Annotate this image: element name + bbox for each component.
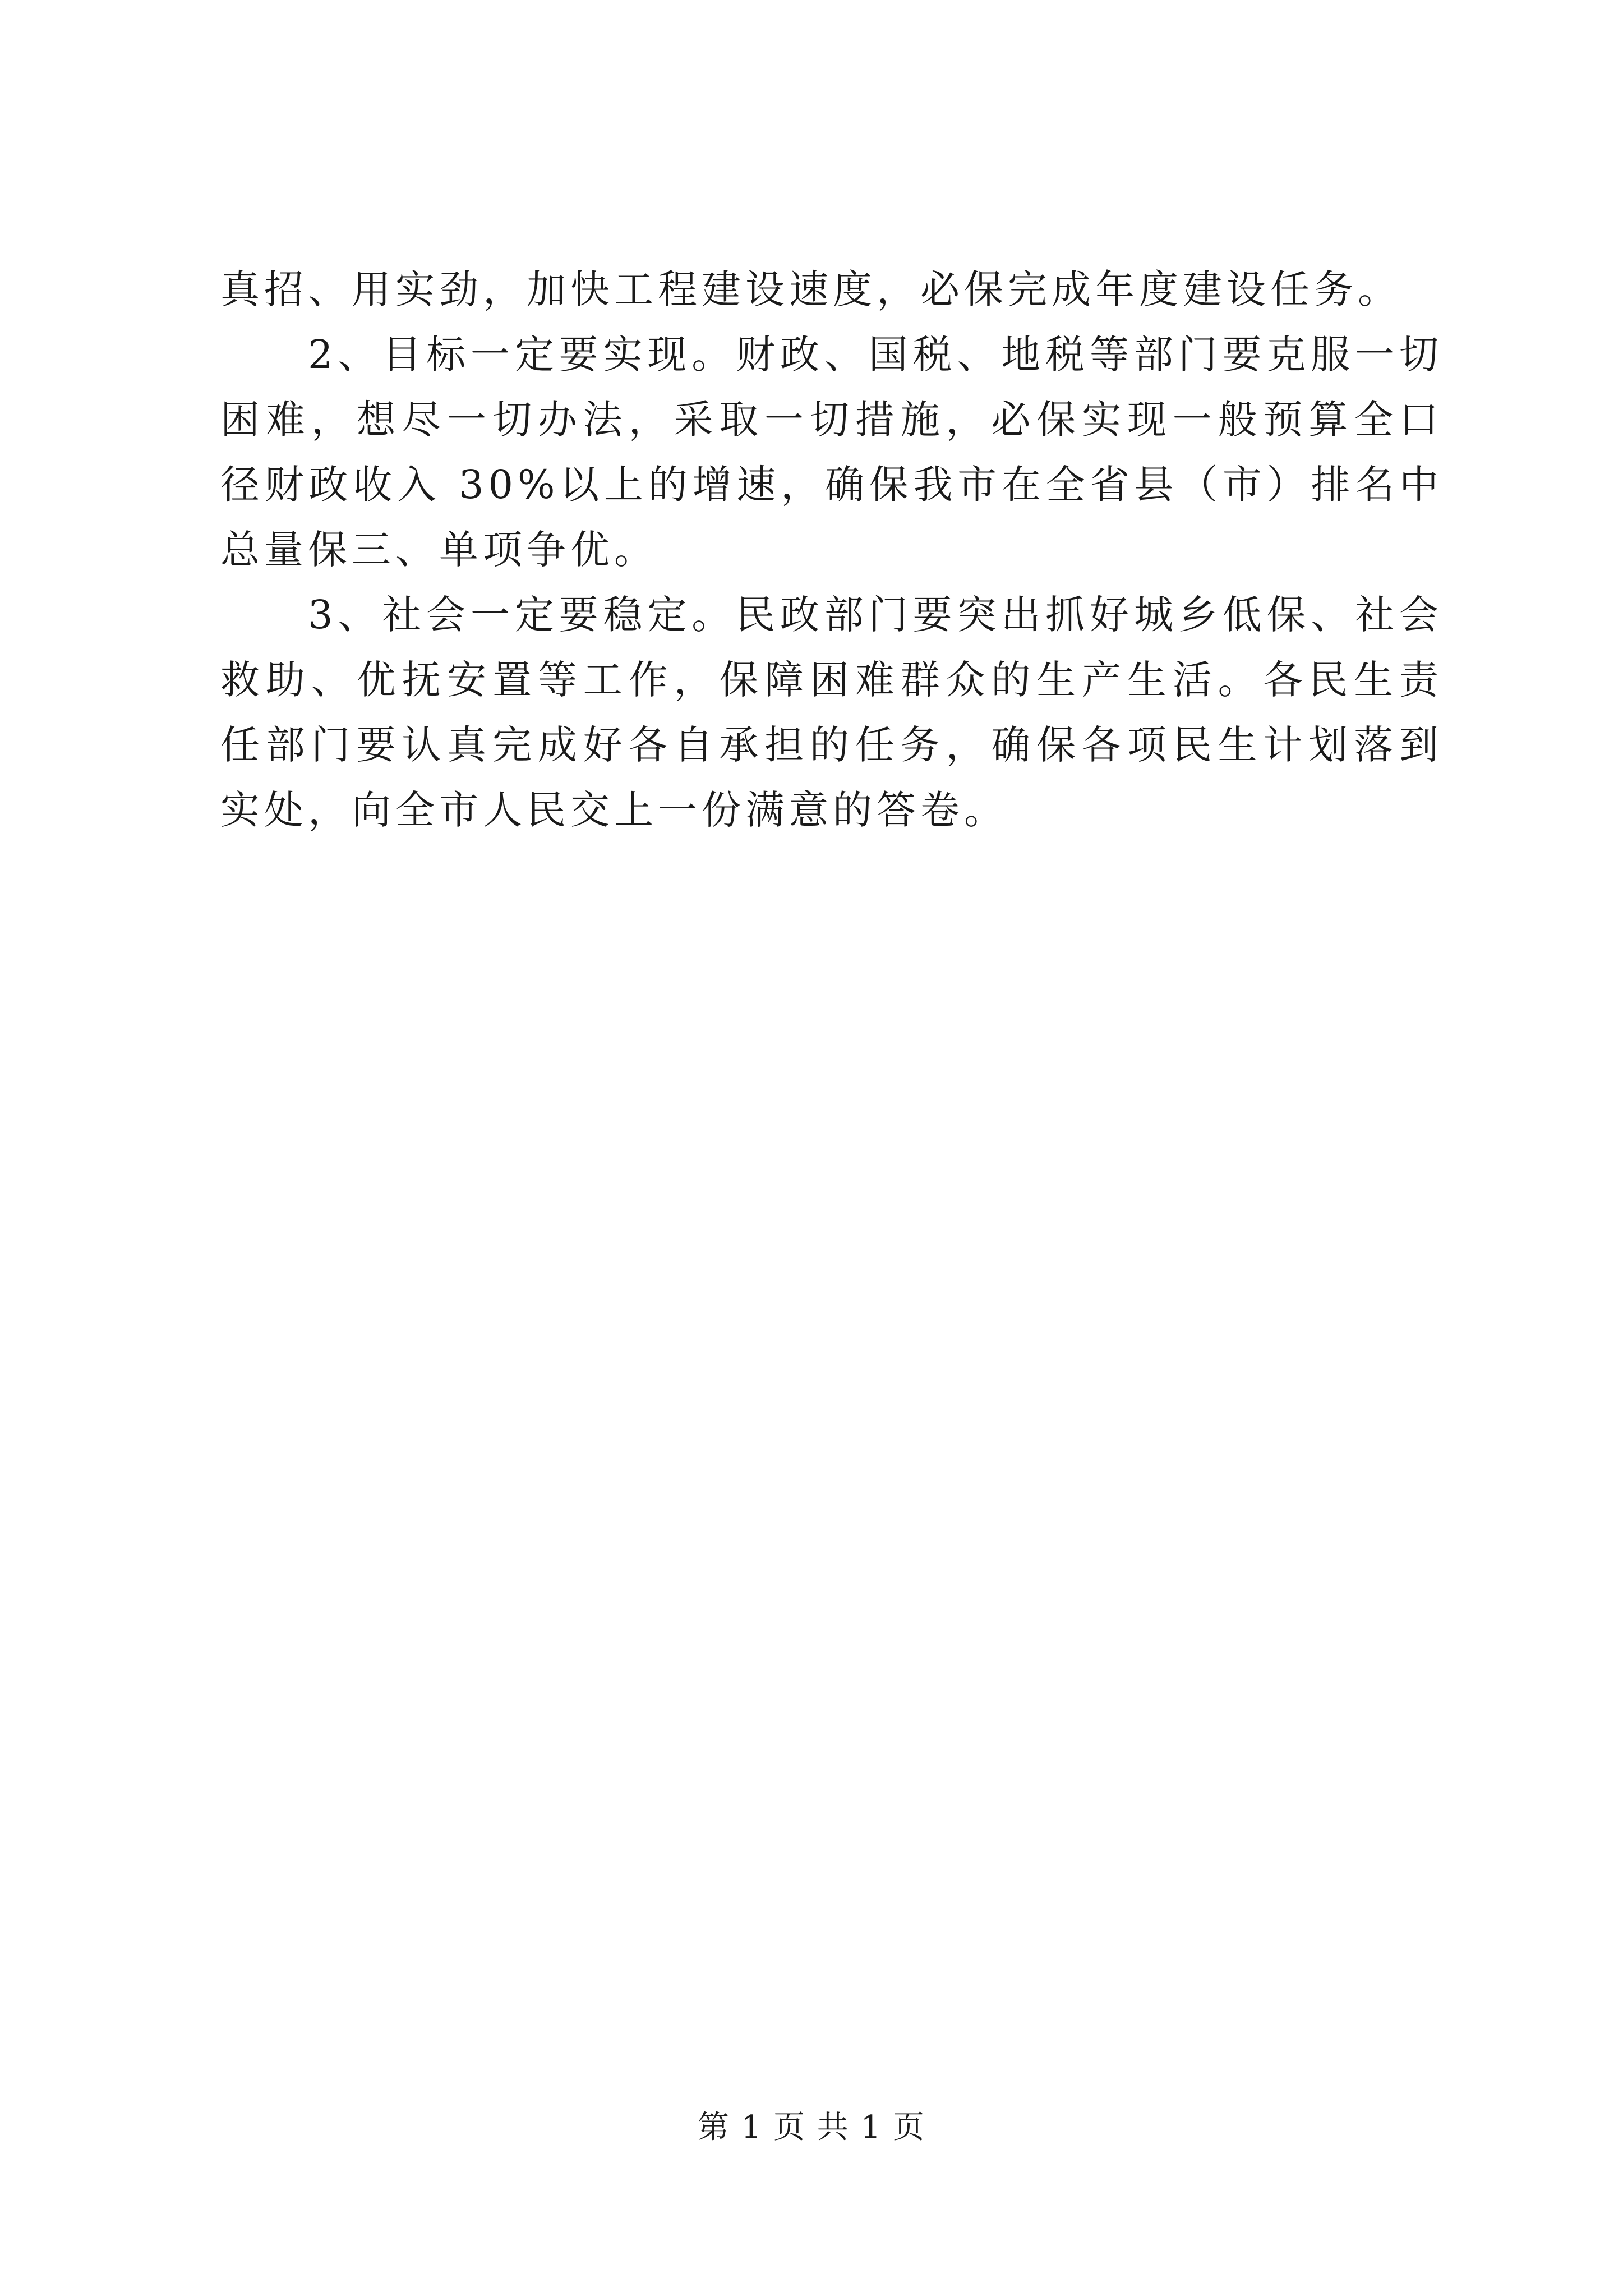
page-footer: 第 1 页 共 1 页 <box>697 2109 926 2146</box>
document-body <box>220 257 1443 843</box>
paragraph-social-stability: 3、社会一定要稳定。民政部门要突出抓好城乡低保、社会救助、优抚安置等工作，保障困难群众的生产生活。各民生责任部门要认真完成好各自承担的任务，确保各项民生计划落到实处，向全市人民交上一份满意的答卷。 <box>220 592 1443 833</box>
paragraph-target-revenue: 2、目标一定要实现。财政、国税、地税等部门要克服一切困难，想尽一切办法，采取一切措施，必保实现一般预算全口径财政收入 30%以上的增速，确保我市在全省县（市）排名中总量保三、单项争优。 <box>220 332 1443 573</box>
paragraph-continuation: 真招、用实劲，加快工程建设速度，必保完成年度建设任务。 <box>220 266 1401 312</box>
